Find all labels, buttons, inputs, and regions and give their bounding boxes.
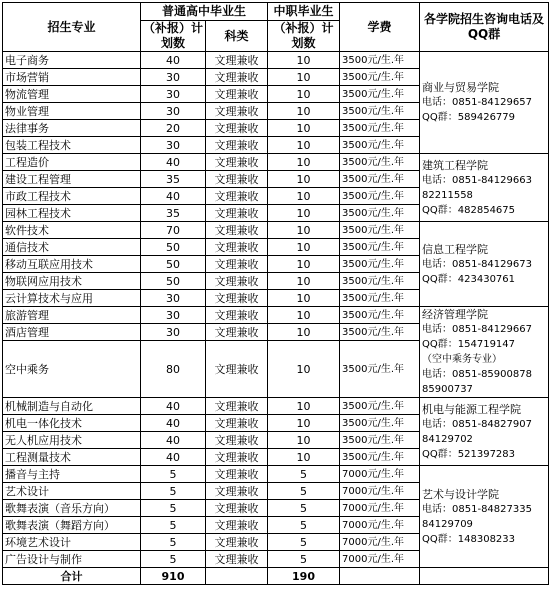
subject-category: 文理兼收 — [206, 154, 268, 171]
plan-zz-count: 10 — [268, 415, 340, 432]
contact-line: 84129702 — [422, 433, 473, 445]
plan-zz-count: 10 — [268, 449, 340, 466]
plan-zz-count: 10 — [268, 205, 340, 222]
plan-gz-count: 30 — [141, 137, 206, 154]
college-contact — [420, 466, 549, 568]
tuition-fee: 3500元/生.年 — [340, 273, 420, 290]
subject-category: 文理兼收 — [206, 517, 268, 534]
tuition-fee: 3500元/生.年 — [340, 449, 420, 466]
contact-line: （空中乘务专业） — [422, 354, 503, 365]
plan-gz-count: 70 — [141, 222, 206, 239]
total-fee-empty — [340, 568, 420, 585]
contact-line: 电话：0851-84827335 — [422, 503, 532, 515]
subject-category: 文理兼收 — [206, 415, 268, 432]
major-name: 云计算技术与应用 — [3, 290, 141, 307]
subject-category: 文理兼收 — [206, 222, 268, 239]
contact-line: 电话：0851-84129663 — [422, 174, 532, 186]
tuition-fee: 3500元/生.年 — [340, 415, 420, 432]
plan-gz-count: 40 — [141, 154, 206, 171]
major-name: 法律事务 — [3, 120, 141, 137]
major-name: 包装工程技术 — [3, 137, 141, 154]
tuition-fee: 7000元/生.年 — [340, 483, 420, 500]
subject-category: 文理兼收 — [206, 307, 268, 324]
plan-gz-count: 5 — [141, 517, 206, 534]
header-major: 招生专业 — [3, 3, 141, 52]
major-name: 工程造价 — [3, 154, 141, 171]
plan-gz-count: 20 — [141, 120, 206, 137]
subject-category: 文理兼收 — [206, 137, 268, 154]
total-contact-empty — [420, 568, 549, 585]
plan-zz-count: 5 — [268, 517, 340, 534]
major-name: 无人机应用技术 — [3, 432, 141, 449]
tuition-fee: 7000元/生.年 — [340, 551, 420, 568]
subject-category: 文理兼收 — [206, 103, 268, 120]
plan-zz-count: 5 — [268, 551, 340, 568]
college-contact — [420, 307, 549, 398]
header-fee: 学费 — [340, 3, 420, 52]
tuition-fee: 3500元/生.年 — [340, 307, 420, 324]
tuition-fee: 7000元/生.年 — [340, 500, 420, 517]
plan-zz-count: 10 — [268, 188, 340, 205]
college-name: 信息工程学院 — [422, 242, 489, 256]
contact-line: QQ群：148308233 — [422, 533, 516, 545]
plan-gz-count: 5 — [141, 500, 206, 517]
plan-gz-count: 50 — [141, 273, 206, 290]
major-name: 软件技术 — [3, 222, 141, 239]
plan-zz-count: 10 — [268, 324, 340, 341]
major-name: 物业管理 — [3, 103, 141, 120]
subject-category: 文理兼收 — [206, 432, 268, 449]
contact-line: 电话：0851-84129673 — [422, 258, 532, 270]
tuition-fee: 3500元/生.年 — [340, 52, 420, 69]
plan-zz-count: 10 — [268, 120, 340, 137]
plan-gz-count: 50 — [141, 239, 206, 256]
subject-category: 文理兼收 — [206, 52, 268, 69]
plan-gz-count: 40 — [141, 415, 206, 432]
major-name: 广告设计与制作 — [3, 551, 141, 568]
college-contact — [420, 154, 549, 222]
plan-zz-count: 10 — [268, 432, 340, 449]
plan-gz-count: 30 — [141, 69, 206, 86]
major-name: 移动互联应用技术 — [3, 256, 141, 273]
subject-category: 文理兼收 — [206, 239, 268, 256]
college-name: 经济管理学院 — [422, 308, 489, 321]
plan-zz-count: 10 — [268, 341, 340, 398]
plan-zz-count: 10 — [268, 171, 340, 188]
subject-category: 文理兼收 — [206, 205, 268, 222]
tuition-fee: 3500元/生.年 — [340, 137, 420, 154]
college-name: 机电与能源工程学院 — [422, 402, 522, 416]
contact-line: QQ群：482854675 — [422, 204, 516, 216]
subject-category: 文理兼收 — [206, 483, 268, 500]
major-name: 机电一体化技术 — [3, 415, 141, 432]
plan-gz-count: 30 — [141, 103, 206, 120]
tuition-fee: 7000元/生.年 — [340, 534, 420, 551]
subject-category: 文理兼收 — [206, 341, 268, 398]
total-subject-empty — [206, 568, 268, 585]
plan-zz-count: 10 — [268, 86, 340, 103]
plan-zz-count: 10 — [268, 398, 340, 415]
major-name: 物流管理 — [3, 86, 141, 103]
subject-category: 文理兼收 — [206, 449, 268, 466]
subject-category: 文理兼收 — [206, 86, 268, 103]
enrollment-table — [2, 2, 549, 585]
plan-gz-count: 35 — [141, 205, 206, 222]
major-name: 旅游管理 — [3, 307, 141, 324]
contact-line: 电话：0851-84129657 — [422, 97, 532, 108]
tuition-fee: 3500元/生.年 — [340, 86, 420, 103]
plan-gz-count: 40 — [141, 432, 206, 449]
total-label: 合计 — [3, 568, 141, 585]
plan-gz-count: 40 — [141, 188, 206, 205]
college-name: 艺术与设计学院 — [422, 487, 500, 501]
plan-gz-count: 40 — [141, 449, 206, 466]
tuition-fee: 3500元/生.年 — [340, 290, 420, 307]
college-contact — [420, 52, 549, 154]
subject-category: 文理兼收 — [206, 120, 268, 137]
plan-gz-count: 30 — [141, 307, 206, 324]
plan-gz-count: 30 — [141, 324, 206, 341]
plan-zz-count: 10 — [268, 239, 340, 256]
contact-line: QQ群：521397283 — [422, 448, 516, 460]
plan-zz-count: 10 — [268, 273, 340, 290]
plan-gz-count: 80 — [141, 341, 206, 398]
plan-zz-count: 5 — [268, 500, 340, 517]
plan-zz-count: 10 — [268, 69, 340, 86]
major-name: 艺术设计 — [3, 483, 141, 500]
tuition-fee: 7000元/生.年 — [340, 517, 420, 534]
tuition-fee: 3500元/生.年 — [340, 205, 420, 222]
contact-line: 85900737 — [422, 384, 473, 395]
contact-line: QQ群：154719147 — [422, 339, 516, 350]
plan-zz-count: 10 — [268, 52, 340, 69]
plan-gz-count: 35 — [141, 171, 206, 188]
college-contact — [420, 398, 549, 466]
subject-category: 文理兼收 — [206, 171, 268, 188]
header-zhongzhi: 中职毕业生 — [268, 3, 340, 21]
contact-line: QQ群：589426779 — [422, 112, 516, 123]
table-row — [3, 222, 549, 239]
tuition-fee: 7000元/生.年 — [340, 466, 420, 483]
major-name: 播音与主持 — [3, 466, 141, 483]
header-plan-zz: （补报）计划数 — [268, 21, 340, 52]
major-name: 歌舞表演（音乐方向） — [3, 500, 141, 517]
major-name: 市场营销 — [3, 69, 141, 86]
subject-category: 文理兼收 — [206, 256, 268, 273]
plan-gz-count: 5 — [141, 534, 206, 551]
tuition-fee: 3500元/生.年 — [340, 398, 420, 415]
major-name: 机械制造与自动化 — [3, 398, 141, 415]
plan-gz-count: 30 — [141, 290, 206, 307]
major-name: 物联网应用技术 — [3, 273, 141, 290]
plan-gz-count: 5 — [141, 551, 206, 568]
header-subject: 科类 — [206, 21, 268, 52]
tuition-fee: 3500元/生.年 — [340, 154, 420, 171]
plan-zz-count: 5 — [268, 466, 340, 483]
subject-category: 文理兼收 — [206, 273, 268, 290]
plan-zz-count: 10 — [268, 103, 340, 120]
plan-gz-count: 40 — [141, 52, 206, 69]
plan-gz-count: 40 — [141, 398, 206, 415]
table-row — [3, 466, 549, 483]
plan-zz-count: 10 — [268, 256, 340, 273]
subject-category: 文理兼收 — [206, 188, 268, 205]
plan-gz-count: 30 — [141, 86, 206, 103]
major-name: 建设工程管理 — [3, 171, 141, 188]
plan-zz-count: 10 — [268, 222, 340, 239]
total-row — [3, 568, 549, 585]
plan-gz-count: 50 — [141, 256, 206, 273]
header-contact: 各学院招生咨询电话及QQ群 — [420, 3, 549, 52]
major-name: 空中乘务 — [3, 341, 141, 398]
total-gz: 910 — [141, 568, 206, 585]
table-row — [3, 52, 549, 69]
subject-category: 文理兼收 — [206, 324, 268, 341]
tuition-fee: 3500元/生.年 — [340, 432, 420, 449]
major-name: 酒店管理 — [3, 324, 141, 341]
table-row — [3, 398, 549, 415]
subject-category: 文理兼收 — [206, 500, 268, 517]
plan-zz-count: 5 — [268, 483, 340, 500]
subject-category: 文理兼收 — [206, 551, 268, 568]
contact-line: 电话：0851-84129667 — [422, 324, 532, 335]
major-name: 市政工程技术 — [3, 188, 141, 205]
plan-zz-count: 10 — [268, 137, 340, 154]
tuition-fee: 3500元/生.年 — [340, 171, 420, 188]
tuition-fee: 3500元/生.年 — [340, 324, 420, 341]
tuition-fee: 3500元/生.年 — [340, 120, 420, 137]
table-row — [3, 307, 549, 324]
subject-category: 文理兼收 — [206, 69, 268, 86]
contact-line: 82211558 — [422, 189, 473, 201]
tuition-fee: 3500元/生.年 — [340, 222, 420, 239]
plan-zz-count: 5 — [268, 534, 340, 551]
contact-line: QQ群：423430761 — [422, 273, 516, 285]
subject-category: 文理兼收 — [206, 534, 268, 551]
contact-line: 84129709 — [422, 518, 473, 530]
contact-line: 电话：0851-85900878 — [422, 369, 532, 380]
college-name: 建筑工程学院 — [422, 158, 489, 172]
tuition-fee: 3500元/生.年 — [340, 239, 420, 256]
major-name: 歌舞表演（舞蹈方向） — [3, 517, 141, 534]
college-contact — [420, 222, 549, 307]
tuition-fee: 3500元/生.年 — [340, 69, 420, 86]
plan-gz-count: 5 — [141, 466, 206, 483]
tuition-fee: 3500元/生.年 — [340, 188, 420, 205]
subject-category: 文理兼收 — [206, 398, 268, 415]
table-body — [3, 52, 549, 585]
subject-category: 文理兼收 — [206, 466, 268, 483]
subject-category: 文理兼收 — [206, 290, 268, 307]
tuition-fee: 3500元/生.年 — [340, 103, 420, 120]
plan-zz-count: 10 — [268, 307, 340, 324]
total-zz: 190 — [268, 568, 340, 585]
table-row — [3, 154, 549, 171]
plan-zz-count: 10 — [268, 290, 340, 307]
tuition-fee: 3500元/生.年 — [340, 256, 420, 273]
plan-zz-count: 10 — [268, 154, 340, 171]
college-name: 商业与贸易学院 — [422, 81, 500, 94]
major-name: 通信技术 — [3, 239, 141, 256]
major-name: 电子商务 — [3, 52, 141, 69]
tuition-fee: 3500元/生.年 — [340, 341, 420, 398]
plan-gz-count: 5 — [141, 483, 206, 500]
header-plan-gz: （补报）计划数 — [141, 21, 206, 52]
contact-line: 电话：0851-84827907 — [422, 418, 532, 430]
header-gaozhong: 普通高中毕业生 — [141, 3, 268, 21]
major-name: 工程测量技术 — [3, 449, 141, 466]
major-name: 园林工程技术 — [3, 205, 141, 222]
major-name: 环境艺术设计 — [3, 534, 141, 551]
